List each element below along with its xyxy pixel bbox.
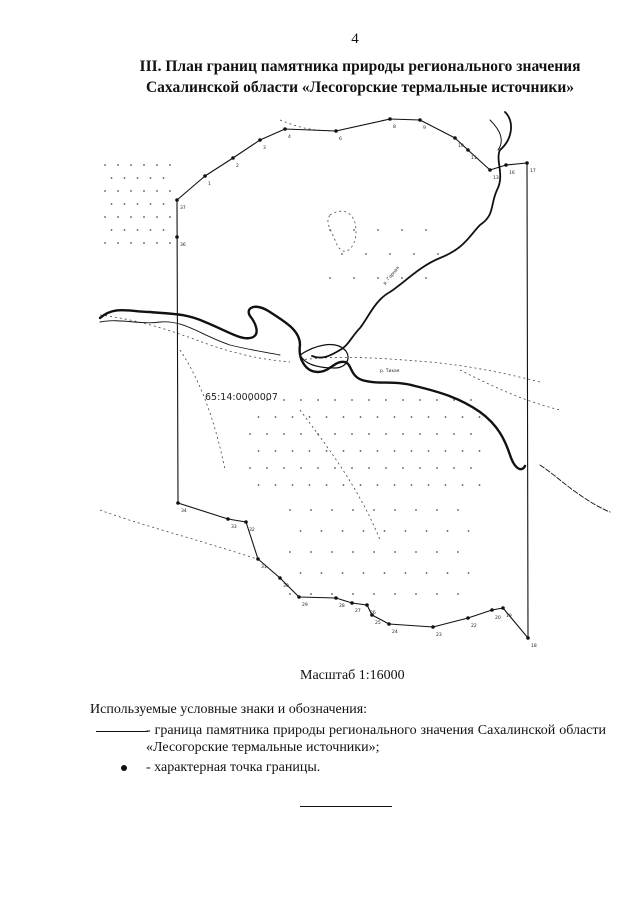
terrain-dot — [419, 399, 421, 401]
terrain-dot — [275, 416, 277, 418]
terrain-dot — [394, 416, 396, 418]
terrain-dot — [453, 433, 455, 435]
terrain-dot — [275, 484, 277, 486]
terrain-dot — [130, 216, 132, 218]
terrain-dot — [124, 177, 126, 179]
boundary-point-label: 6 — [339, 137, 342, 142]
boundary-point — [525, 161, 529, 165]
terrain-dot — [352, 509, 354, 511]
terrain-dot — [334, 433, 336, 435]
terrain-dot — [137, 229, 139, 231]
terrain-dot — [334, 399, 336, 401]
terrain-dot — [292, 416, 294, 418]
terrain-dot — [143, 190, 145, 192]
terrain-dot — [326, 450, 328, 452]
boundary-point — [297, 595, 301, 599]
boundary-point-label: 8 — [393, 125, 396, 130]
terrain-dot — [342, 572, 344, 574]
terrain-dot — [258, 484, 260, 486]
terrain-dot — [169, 164, 171, 166]
terrain-dot — [283, 399, 285, 401]
terrain-dot — [425, 229, 427, 231]
terrain-dot — [117, 164, 119, 166]
terrain-dot — [130, 164, 132, 166]
terrain-dot — [310, 593, 312, 595]
terrain-dot — [124, 229, 126, 231]
boundary-point — [258, 138, 262, 142]
terrain-dot — [462, 484, 464, 486]
boundary-point-label: 9 — [423, 126, 426, 131]
terrain-dot — [437, 253, 439, 255]
terrain-dot — [385, 399, 387, 401]
boundary-point — [388, 117, 392, 121]
terrain-dot — [343, 416, 345, 418]
boundary-point-label: 20 — [495, 616, 501, 621]
terrain-dot — [445, 484, 447, 486]
boundary-point-label: 26 — [370, 611, 376, 616]
terrain-dot — [402, 399, 404, 401]
terrain-dot — [249, 433, 251, 435]
terrain-dot — [428, 416, 430, 418]
terrain-dot — [479, 416, 481, 418]
terrain-dot — [300, 399, 302, 401]
boundary-point — [466, 616, 470, 620]
terrain-dot — [343, 484, 345, 486]
terrain-dot — [415, 551, 417, 553]
boundary-point-label: 2 — [236, 164, 239, 169]
terrain-dot — [389, 253, 391, 255]
boundary-point — [231, 156, 235, 160]
boundary-point — [176, 501, 180, 505]
terrain-dot — [394, 551, 396, 553]
boundary-point — [526, 636, 530, 640]
terrain-dot — [329, 277, 331, 279]
terrain-dot — [377, 450, 379, 452]
terrain-dot — [137, 177, 139, 179]
terrain-dot — [457, 593, 459, 595]
terrain-dot — [300, 467, 302, 469]
terrain-dot — [353, 229, 355, 231]
contour-lines — [100, 120, 560, 560]
terrain-dot — [419, 433, 421, 435]
terrain-dot — [428, 450, 430, 452]
terrain-dot — [309, 484, 311, 486]
boundary-point-label: 27 — [355, 609, 361, 614]
terrain-dot — [411, 450, 413, 452]
terrain-dot — [351, 399, 353, 401]
terrain-dot — [266, 433, 268, 435]
terrain-dot — [309, 450, 311, 452]
terrain-dot — [363, 530, 365, 532]
legend-text-boundary-point: - характерная точка границы. — [146, 760, 321, 775]
boundary-point — [334, 129, 338, 133]
terrain-dot — [365, 253, 367, 255]
terrain-dot — [426, 572, 428, 574]
terrain-dot — [411, 416, 413, 418]
terrain-dot — [104, 216, 106, 218]
terrain-dot — [292, 450, 294, 452]
boundary-point-label: 29 — [302, 603, 308, 608]
boundary-point-label: 24 — [392, 630, 398, 635]
boundary-point-label: 34 — [181, 509, 187, 514]
terrain-dot — [104, 242, 106, 244]
terrain-dot — [258, 416, 260, 418]
boundary-point-label: 11 — [471, 156, 477, 161]
boundary-point-label: 28 — [339, 604, 345, 609]
terrain-dot — [275, 450, 277, 452]
page-number: 4 — [351, 31, 359, 47]
terrain-dot — [266, 467, 268, 469]
boundary-point — [226, 517, 230, 521]
terrain-dot — [334, 467, 336, 469]
terrain-dot — [283, 467, 285, 469]
boundary-points — [175, 117, 537, 649]
terrain-dot — [117, 216, 119, 218]
terrain-dot — [457, 509, 459, 511]
terrain-dot — [368, 433, 370, 435]
terrain-dot — [326, 484, 328, 486]
terrain-dot — [436, 593, 438, 595]
terrain-dot — [150, 177, 152, 179]
legend-text-boundary-line: - граница памятника природы регионального значения Сахалинской области «Лесогорские термальные источники»; — [146, 723, 606, 755]
terrain-dot — [470, 433, 472, 435]
terrain-dot — [377, 277, 379, 279]
parcel-label: 65:14:0000007 — [205, 392, 278, 403]
terrain-dot — [436, 467, 438, 469]
terrain-dot — [352, 593, 354, 595]
terrain-dot — [258, 450, 260, 452]
terrain-dot — [117, 242, 119, 244]
terrain-dot — [462, 416, 464, 418]
boundary-point-label: 36 — [180, 243, 186, 248]
terrain-dot — [310, 551, 312, 553]
terrain-dot — [156, 242, 158, 244]
terrain-dot — [300, 433, 302, 435]
terrain-dot — [385, 467, 387, 469]
terrain-dot — [428, 484, 430, 486]
terrain-dot — [352, 551, 354, 553]
terrain-dot — [468, 572, 470, 574]
terrain-dot — [326, 416, 328, 418]
terrain-dot — [341, 253, 343, 255]
terrain-dot — [462, 450, 464, 452]
terrain-dot — [342, 530, 344, 532]
terrain-dot — [394, 450, 396, 452]
boundary-point — [175, 198, 179, 202]
terrain-dot — [394, 484, 396, 486]
boundary-point-label: 1 — [208, 182, 211, 187]
terrain-dot — [331, 551, 333, 553]
terrain-dot — [137, 203, 139, 205]
terrain-dot — [163, 203, 165, 205]
terrain-dot — [402, 433, 404, 435]
boundary-point-label: 19 — [506, 614, 512, 619]
terrain-dot — [169, 216, 171, 218]
terrain-dot — [360, 484, 362, 486]
terrain-dot — [156, 164, 158, 166]
boundary-point — [431, 625, 435, 629]
boundary-point-label: 17 — [530, 169, 536, 174]
boundary-point-label: 33 — [231, 525, 237, 530]
terrain-dot — [351, 433, 353, 435]
terrain-dot — [368, 399, 370, 401]
terrain-dot — [436, 509, 438, 511]
footer-rule — [300, 806, 392, 807]
terrain-dot — [331, 509, 333, 511]
terrain-dot — [425, 277, 427, 279]
terrain-dot — [405, 572, 407, 574]
boundary-point — [387, 622, 391, 626]
terrain-dot — [413, 253, 415, 255]
terrain-dot — [331, 593, 333, 595]
boundary-point — [334, 596, 338, 600]
boundary-point-label: 4 — [288, 135, 291, 140]
legend-item-boundary-point — [96, 759, 606, 779]
map-scale: Масштаб 1:16000 — [300, 668, 405, 683]
boundary-point-symbol — [121, 765, 127, 771]
boundary-point — [283, 127, 287, 131]
terrain-dot — [104, 190, 106, 192]
boundary-point — [350, 601, 354, 605]
terrain-dot — [447, 530, 449, 532]
terrain-dot — [377, 416, 379, 418]
terrain-dot — [163, 177, 165, 179]
terrain-dot — [292, 484, 294, 486]
terrain-dot — [394, 509, 396, 511]
terrain-dot — [111, 177, 113, 179]
boundary-point — [365, 603, 369, 607]
terrain-dot — [310, 509, 312, 511]
terrain-dot — [384, 572, 386, 574]
terrain-dot — [447, 572, 449, 574]
boundary-point-label: 37 — [180, 206, 186, 211]
terrain-dot — [385, 433, 387, 435]
terrain-dot — [436, 551, 438, 553]
terrain-dot — [453, 467, 455, 469]
title-line-2: Сахалинской области «Лесогорские термальные источники» — [145, 79, 575, 96]
terrain-dot — [445, 416, 447, 418]
river-label-tributary: р. Горная — [382, 265, 401, 287]
terrain-dot — [470, 399, 472, 401]
legend-heading: Используемые условные знаки и обозначения: — [90, 702, 368, 717]
terrain-dot — [143, 164, 145, 166]
boundary-point — [504, 163, 508, 167]
terrain-dot — [321, 572, 323, 574]
terrain-dot — [384, 530, 386, 532]
terrain-dot — [405, 530, 407, 532]
terrain-dot — [283, 433, 285, 435]
terrain-dot — [143, 216, 145, 218]
terrain-dot — [445, 450, 447, 452]
terrain-dot — [124, 203, 126, 205]
terrain-dot — [377, 229, 379, 231]
terrain-dot — [169, 190, 171, 192]
boundary-point — [278, 576, 282, 580]
terrain-dot — [321, 530, 323, 532]
terrain-dot — [289, 509, 291, 511]
terrain-dot — [479, 450, 481, 452]
terrain-dot — [309, 416, 311, 418]
terrain-dots — [104, 164, 480, 595]
terrain-dot — [363, 572, 365, 574]
terrain-dot — [394, 593, 396, 595]
boundary-point-label: 10 — [458, 144, 464, 149]
terrain-dot — [436, 399, 438, 401]
terrain-dot — [300, 530, 302, 532]
terrain-dot — [368, 467, 370, 469]
terrain-dot — [415, 593, 417, 595]
terrain-dot — [373, 593, 375, 595]
terrain-dot — [351, 467, 353, 469]
terrain-dot — [289, 551, 291, 553]
terrain-dot — [117, 190, 119, 192]
terrain-dot — [317, 399, 319, 401]
boundary-point — [453, 136, 457, 140]
terrain-dot — [111, 203, 113, 205]
terrain-dot — [360, 450, 362, 452]
boundary-point — [244, 520, 248, 524]
title-line-1: III. План границ памятника природы регионального значения — [139, 58, 581, 75]
terrain-dot — [156, 190, 158, 192]
terrain-dot — [377, 484, 379, 486]
terrain-dot — [401, 229, 403, 231]
terrain-dot — [373, 551, 375, 553]
boundary-point-label: 23 — [436, 633, 442, 638]
terrain-dot — [479, 484, 481, 486]
terrain-dot — [401, 277, 403, 279]
legend-item-boundary-line — [96, 722, 606, 758]
terrain-dot — [426, 530, 428, 532]
terrain-dot — [300, 572, 302, 574]
boundary-point-label: 30 — [283, 584, 289, 589]
terrain-dot — [457, 551, 459, 553]
terrain-dot — [360, 416, 362, 418]
terrain-dot — [130, 190, 132, 192]
terrain-dot — [470, 467, 472, 469]
terrain-dot — [249, 467, 251, 469]
monument-boundary — [177, 119, 528, 638]
boundary-point — [490, 608, 494, 612]
terrain-dot — [289, 593, 291, 595]
terrain-dot — [143, 242, 145, 244]
terrain-dot — [156, 216, 158, 218]
terrain-dot — [343, 450, 345, 452]
boundary-point — [203, 174, 207, 178]
boundary-point-label: 22 — [471, 624, 477, 629]
boundary-point-label: 16 — [509, 171, 515, 176]
terrain-dot — [373, 509, 375, 511]
terrain-dot — [402, 467, 404, 469]
river-label-main: р. Тихая — [380, 369, 400, 374]
terrain-dot — [353, 277, 355, 279]
terrain-dot — [415, 509, 417, 511]
terrain-dot — [104, 164, 106, 166]
boundary-point — [501, 606, 505, 610]
boundary-point-label: 32 — [249, 528, 255, 533]
boundary-point — [418, 118, 422, 122]
terrain-dot — [130, 242, 132, 244]
terrain-dot — [169, 242, 171, 244]
boundary-point-label: 3 — [263, 146, 266, 151]
boundary-point-label: 31 — [261, 565, 267, 570]
boundary-point-label: 18 — [531, 644, 537, 649]
boundary-point — [488, 168, 492, 172]
boundary-point — [256, 557, 260, 561]
terrain-dot — [436, 433, 438, 435]
terrain-dot — [150, 229, 152, 231]
boundary-point — [175, 235, 179, 239]
boundary-point — [466, 148, 470, 152]
terrain-dot — [150, 203, 152, 205]
terrain-dot — [317, 467, 319, 469]
terrain-dot — [163, 229, 165, 231]
terrain-dot — [468, 530, 470, 532]
terrain-dot — [419, 467, 421, 469]
terrain-dot — [411, 484, 413, 486]
boundary-line-symbol — [96, 731, 148, 732]
terrain-dot — [111, 229, 113, 231]
boundary-point-label: 13 — [493, 176, 499, 181]
boundary-point-label: 25 — [375, 621, 381, 626]
